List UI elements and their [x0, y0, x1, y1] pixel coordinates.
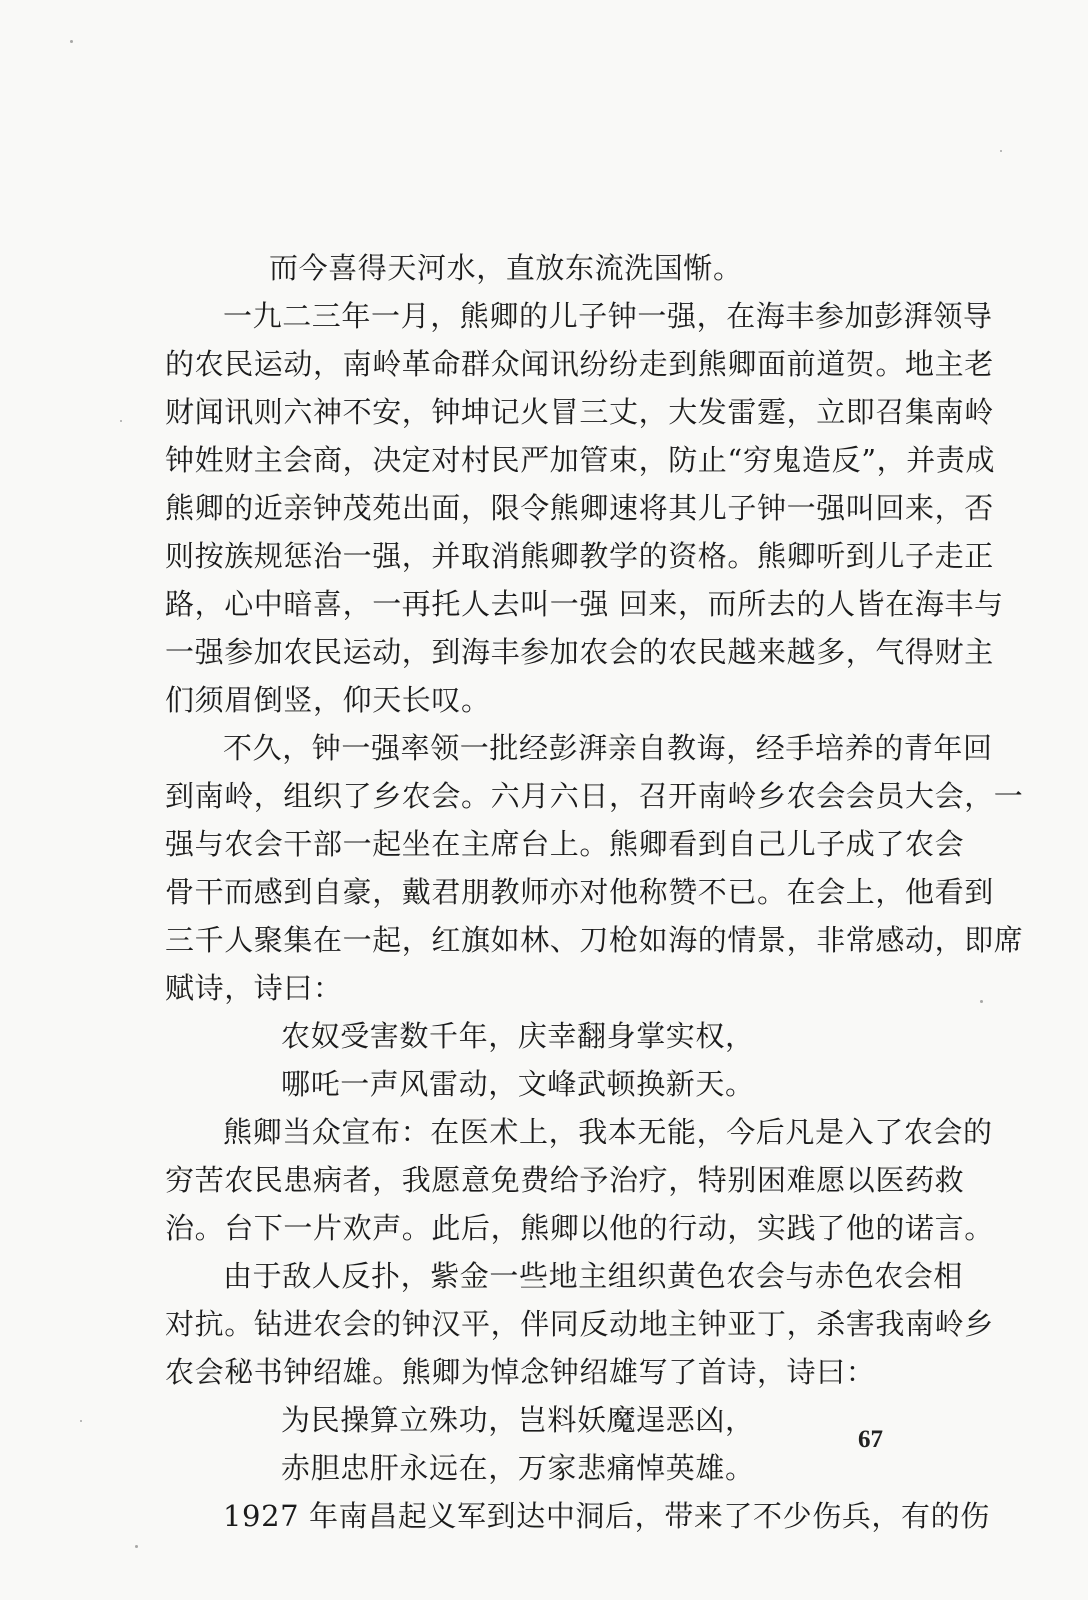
text-line: 钟姓财主会商，决定对村民严加管束，防止“穷鬼造反”，并责成 [165, 443, 996, 477]
text-line: 们须眉倒竖，仰天长叹。 [165, 683, 491, 717]
scan-speck [1000, 150, 1002, 152]
page-number: 67 [858, 1426, 883, 1453]
text-line: 熊卿的近亲钟茂苑出面，限令熊卿速将其儿子钟一强叫回来，否 [165, 491, 994, 525]
text-line: 三千人聚集在一起，红旗如林、刀枪如海的情景，非常感动，即席 [165, 923, 1024, 957]
text-line: 强与农会干部一起坐在主席台上。熊卿看到自己儿子成了农会 [165, 827, 965, 861]
text-line: 财闻讯则六神不安，钟坤记火冒三丈，大发雷霆，立即召集南岭 [165, 395, 994, 429]
text-line: 1927 年南昌起义军到达中洞后，带来了不少伤兵，有的伤 [223, 1499, 990, 1533]
poem-line: 赤胆忠肝永远在，万家悲痛悼英雄。 [281, 1451, 755, 1485]
poem-line: 为民操算立殊功，岂料妖魔逞恶凶， [281, 1403, 755, 1437]
text-line: 穷苦农民患病者，我愿意免费给予治疗，特别困难愿以医药救 [165, 1163, 965, 1197]
scan-speck [980, 1000, 983, 1003]
body-text [165, 244, 1024, 1540]
scan-speck [135, 1545, 138, 1548]
text-line: 熊卿当众宣布：在医术上，我本无能，今后凡是入了农会的 [223, 1115, 993, 1149]
text-line: 农会秘书钟绍雄。熊卿为悼念钟绍雄写了首诗，诗曰： [165, 1355, 876, 1389]
text-line: 路，心中暗喜，一再托人去叫一强 回来，而所去的人皆在海丰与 [165, 587, 1004, 621]
text-line: 到南岭，组织了乡农会。六月六日，召开南岭乡农会会员大会，一 [165, 779, 1024, 813]
text-line: 治。台下一片欢声。此后，熊卿以他的行动，实践了他的诺言。 [165, 1211, 994, 1245]
text-line: 不久，钟一强率领一批经彭湃亲自教诲，经手培养的青年回 [223, 731, 993, 765]
text-line: 则按族规惩治一强，并取消熊卿教学的资格。熊卿听到儿子走正 [165, 539, 994, 573]
scan-speck [120, 420, 122, 422]
text-line: 骨干而感到自豪，戴君朋教师亦对他称赞不已。在会上，他看到 [165, 875, 994, 909]
text-line: 而今喜得天河水，直放东流洗国惭。 [269, 251, 743, 285]
text-line: 由于敌人反扑，紫金一些地主组织黄色农会与赤色农会相 [223, 1259, 964, 1293]
text-line: 赋诗，诗曰： [165, 971, 343, 1005]
text-line: 的农民运动，南岭革命群众闻讯纷纷走到熊卿面前道贺。地主老 [165, 347, 994, 381]
poem-line: 农奴受害数千年，庆幸翻身掌实权， [281, 1019, 755, 1053]
text-line: 一强参加农民运动，到海丰参加农会的农民越来越多，气得财主 [165, 635, 994, 669]
scan-speck [80, 1420, 82, 1422]
poem-line: 哪吒一声风雷动，文峰武顿换新天。 [281, 1067, 755, 1101]
text-line: 对抗。钻进农会的钟汉平，伴同反动地主钟亚丁，杀害我南岭乡 [165, 1307, 994, 1341]
scan-speck [70, 40, 73, 43]
text-line: 一九二三年一月，熊卿的儿子钟一强，在海丰参加彭湃领导 [223, 299, 993, 333]
